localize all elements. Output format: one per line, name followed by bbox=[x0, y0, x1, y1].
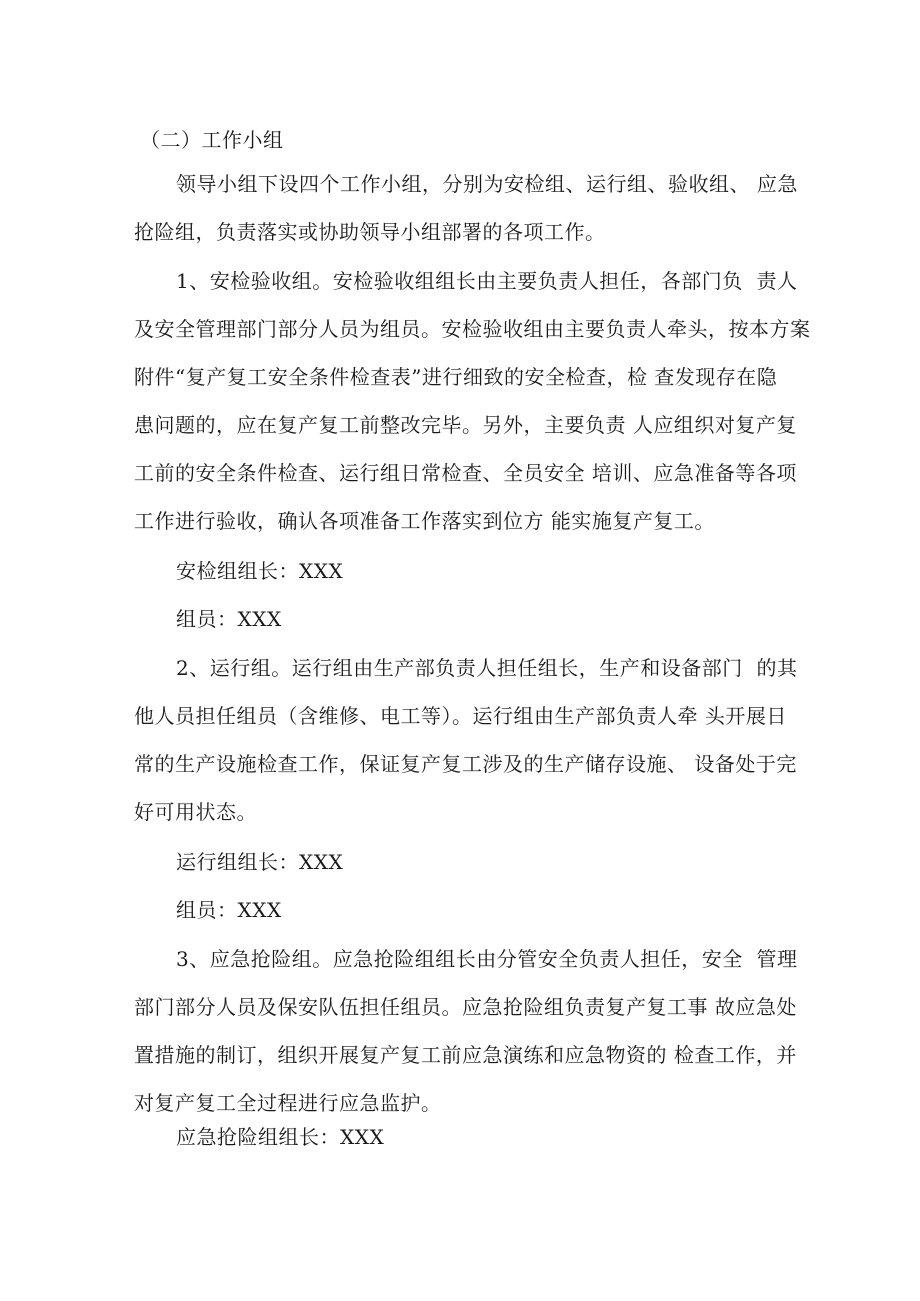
group3-line-4: 对复产复工全过程进行应急监护。 bbox=[134, 1091, 442, 1115]
group2-leader: 运行组组长：XXX bbox=[176, 850, 344, 874]
group3-line-2: 部门部分人员及保安队伍担任组员。应急抢险组负责复产复工事 故应急处 bbox=[134, 995, 797, 1019]
group1-line-6: 工作进行验收，确认各项准备工作落实到位方 能实施复产复工。 bbox=[134, 509, 715, 533]
group2-line-4: 好可用状态。 bbox=[134, 800, 257, 824]
group2-line-3: 常的生产设施检查工作，保证复产复工涉及的生产储存设施、 设备处于完 bbox=[134, 752, 797, 776]
group1-line-3: 附件“复产复工安全条件检查表”进行细致的安全检查，检 查发现存在隐 bbox=[134, 365, 778, 389]
intro-line-2: 抢险组，负责落实或协助领导小组部署的各项工作。 bbox=[134, 220, 606, 244]
group1-line-2: 及安全管理部门部分人员为组员。安检验收组由主要负责人牵头，按本方案 bbox=[134, 317, 811, 341]
intro-line-1: 领导小组下设四个工作小组，分别为安检组、运行组、验收组、 应急 bbox=[176, 172, 798, 196]
group3-line-1: 3、应急抢险组。应急抢险组组长由分管安全负责人担任，安全 管理 bbox=[176, 947, 798, 971]
group1-members: 组员：XXX bbox=[176, 607, 282, 631]
group1-line-1: 1、安检验收组。安检验收组组长由主要负责人担任，各部门负 责人 bbox=[176, 269, 798, 293]
group1-line-5: 工前的安全条件检查、运行组日常检查、全员安全 培训、应急准备等各项 bbox=[134, 461, 797, 485]
group2-members: 组员：XXX bbox=[176, 898, 282, 922]
group3-leader: 应急抢险组组长：XXX bbox=[176, 1125, 385, 1149]
group2-line-1: 2、运行组。运行组由生产部负责人担任组长，生产和设备部门 的其 bbox=[176, 656, 798, 680]
group2-line-2: 他人员担任组员（含维修、电工等）。运行组由生产部负责人牵 头开展日 bbox=[134, 704, 787, 728]
section-heading: （二）工作小组 bbox=[140, 128, 284, 152]
group1-leader: 安检组组长：XXX bbox=[176, 559, 344, 583]
group3-line-3: 置措施的制订，组织开展复产复工前应急演练和应急物资的 检查工作，并 bbox=[134, 1043, 797, 1067]
group1-line-4: 患问题的，应在复产复工前整改完毕。另外，主要负责 人应组织对复产复 bbox=[134, 413, 797, 437]
